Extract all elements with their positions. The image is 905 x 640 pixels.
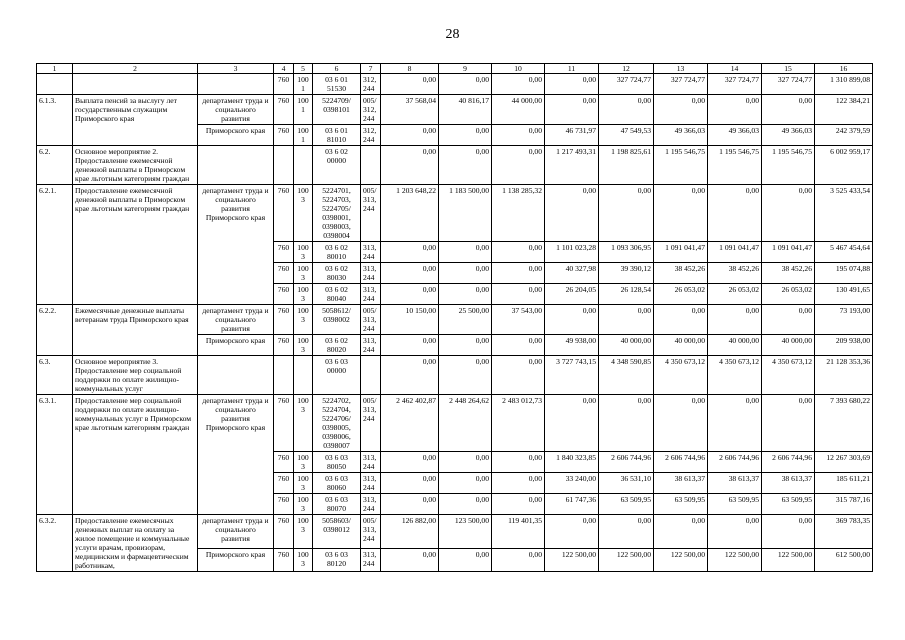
target-code: 5224701, 5224703, 5224705/ 0398001, 0398003, 0398004 [313,185,361,242]
value-cell: 0,00 [599,395,654,452]
value-cell: 2 606 744,96 [654,452,708,473]
item-title: Основное мероприятие 3. Предоставление мер социальной поддержки по оплате жилищно-коммунальных услуг [73,356,198,395]
column-number: 10 [492,64,545,74]
expense-type: 312, 244 [361,125,381,146]
value-cell: 1 217 493,31 [545,146,599,185]
item-title: Предоставление мер социальной поддержки по оплате жилищно-коммунальных услуг в Приморском крае льготным категориям граждан [73,395,198,515]
column-number: 11 [545,64,599,74]
column-number: 1 [37,64,73,74]
value-cell: 38 452,26 [654,263,708,284]
column-number: 15 [762,64,815,74]
value-cell: 1 101 023,28 [545,242,599,263]
value-cell: 2 462 402,87 [381,395,439,452]
table-row [37,74,873,95]
section-code: 1003 [294,494,313,515]
table-row [37,305,873,335]
value-cell: 1 840 323,85 [545,452,599,473]
value-cell: 33 240,00 [545,473,599,494]
value-cell: 0,00 [708,515,762,549]
value-cell: 0,00 [381,335,439,356]
target-code: 03 6 02 80040 [313,284,361,305]
value-cell: 0,00 [599,515,654,549]
item-number: 6.2.2. [37,305,73,356]
expense-type: 005/ 313, 244 [361,305,381,335]
value-cell: 0,00 [381,146,439,185]
executor-cell [198,356,274,395]
expense-type: 313, 244 [361,452,381,473]
table-row [37,356,873,395]
table-row [37,395,873,452]
value-cell: 0,00 [599,305,654,335]
value-cell: 10 150,00 [381,305,439,335]
value-cell: 37 568,04 [381,95,439,125]
value-cell: 6 002 959,17 [815,146,873,185]
value-cell: 0,00 [439,473,492,494]
section-code: 1003 [294,242,313,263]
value-cell: 119 401,35 [492,515,545,549]
executor-cell [198,74,274,95]
table-row [37,515,873,549]
value-cell: 40 327,98 [545,263,599,284]
item-number: 6.3.2. [37,515,73,572]
executor-cell: департамент труда и социального развития Приморского края [198,185,274,305]
target-code: 03 6 03 00000 [313,356,361,395]
value-cell: 0,00 [599,95,654,125]
expense-type: 005/ 313, 244 [361,185,381,242]
value-cell: 0,00 [439,146,492,185]
value-cell: 2 448 264,62 [439,395,492,452]
header-row [37,64,873,74]
section-code: 1003 [294,185,313,242]
executor-cell: департамент труда и социального развития Приморского края [198,395,274,515]
value-cell: 3 525 433,54 [815,185,873,242]
value-cell: 63 509,95 [599,494,654,515]
column-number: 6 [313,64,361,74]
value-cell: 49 366,03 [762,125,815,146]
grbs-code: 760 [274,95,294,125]
value-cell: 7 393 680,22 [815,395,873,452]
value-cell: 369 783,35 [815,515,873,549]
value-cell: 0,00 [492,548,545,571]
section-code: 1001 [294,74,313,95]
value-cell: 0,00 [545,185,599,242]
value-cell: 49 366,03 [654,125,708,146]
value-cell: 126 882,00 [381,515,439,549]
column-number: 3 [198,64,274,74]
executor-cell [198,146,274,185]
value-cell: 0,00 [762,395,815,452]
value-cell: 40 000,00 [654,335,708,356]
grbs-code: 760 [274,125,294,146]
page-number: 28 [445,27,460,42]
value-cell: 46 731,97 [545,125,599,146]
expense-type: 313, 244 [361,548,381,571]
value-cell: 0,00 [439,548,492,571]
expense-type: 313, 244 [361,494,381,515]
value-cell: 0,00 [492,74,545,95]
value-cell: 40 000,00 [708,335,762,356]
value-cell: 1 195 546,75 [654,146,708,185]
value-cell: 0,00 [708,305,762,335]
column-number: 4 [274,64,294,74]
value-cell: 12 267 303,69 [815,452,873,473]
value-cell: 0,00 [439,452,492,473]
column-number: 5 [294,64,313,74]
grbs-code: 760 [274,494,294,515]
value-cell: 2 483 012,73 [492,395,545,452]
grbs-code: 760 [274,548,294,571]
value-cell: 122 500,00 [708,548,762,571]
expense-type: 313, 244 [361,473,381,494]
value-cell: 0,00 [439,335,492,356]
value-cell: 0,00 [492,242,545,263]
section-code [294,356,313,395]
value-cell: 0,00 [492,473,545,494]
value-cell: 21 128 353,36 [815,356,873,395]
column-number: 12 [599,64,654,74]
section-code: 1003 [294,395,313,452]
column-number: 13 [654,64,708,74]
value-cell: 26 053,02 [708,284,762,305]
item-title: Выплата пенсий за выслугу лет государственным служащим Приморского края [73,95,198,146]
value-cell: 38 613,37 [708,473,762,494]
target-code: 03 6 01 81010 [313,125,361,146]
value-cell: 122 500,00 [545,548,599,571]
value-cell: 1 198 825,61 [599,146,654,185]
value-cell: 185 611,21 [815,473,873,494]
value-cell: 63 509,95 [654,494,708,515]
expense-type: 312, 244 [361,74,381,95]
value-cell: 2 606 744,96 [599,452,654,473]
value-cell: 0,00 [381,263,439,284]
grbs-code: 760 [274,473,294,494]
value-cell: 0,00 [381,473,439,494]
executor-cell: департамент труда и социального развития [198,515,274,549]
value-cell: 1 093 306,95 [599,242,654,263]
value-cell: 0,00 [708,395,762,452]
value-cell: 38 613,37 [654,473,708,494]
value-cell: 26 053,02 [762,284,815,305]
expense-type [361,146,381,185]
grbs-code: 760 [274,335,294,356]
target-code: 03 6 02 80030 [313,263,361,284]
value-cell: 2 606 744,96 [762,452,815,473]
value-cell: 1 183 500,00 [439,185,492,242]
value-cell: 5 467 454,64 [815,242,873,263]
value-cell: 0,00 [381,548,439,571]
value-cell: 4 350 673,12 [708,356,762,395]
value-cell: 38 613,37 [762,473,815,494]
item-number [37,74,73,95]
value-cell: 612 500,00 [815,548,873,571]
target-code: 03 6 02 80020 [313,335,361,356]
grbs-code: 760 [274,515,294,549]
value-cell: 63 509,95 [762,494,815,515]
value-cell: 1 203 648,22 [381,185,439,242]
value-cell: 122 500,00 [762,548,815,571]
value-cell: 123 500,00 [439,515,492,549]
value-cell: 0,00 [708,185,762,242]
value-cell: 0,00 [545,305,599,335]
target-code: 03 6 01 51530 [313,74,361,95]
item-title: Ежемесячные денежные выплаты ветеранам труда Приморского края [73,305,198,356]
value-cell: 47 549,53 [599,125,654,146]
value-cell: 4 350 673,12 [762,356,815,395]
value-cell: 38 452,26 [708,263,762,284]
value-cell: 0,00 [654,95,708,125]
expense-type: 005/ 312, 244 [361,95,381,125]
executor-cell: департамент труда и социального развития [198,305,274,335]
value-cell: 4 348 590,85 [599,356,654,395]
value-cell: 73 193,00 [815,305,873,335]
grbs-code: 760 [274,452,294,473]
value-cell: 1 195 546,75 [762,146,815,185]
value-cell: 0,00 [545,74,599,95]
value-cell: 25 500,00 [439,305,492,335]
value-cell: 242 379,59 [815,125,873,146]
section-code: 1003 [294,305,313,335]
item-number: 6.3.1. [37,395,73,515]
item-title: Основное мероприятие 2. Предоставление ежемесячной денежной выплаты в Приморском крае льготным категориям граждан [73,146,198,185]
value-cell: 0,00 [654,185,708,242]
expense-type: 005/ 313, 244 [361,515,381,549]
target-code: 03 6 03 80070 [313,494,361,515]
section-code: 1003 [294,263,313,284]
section-code: 1003 [294,452,313,473]
column-number: 7 [361,64,381,74]
value-cell: 61 747,36 [545,494,599,515]
target-code: 03 6 03 80050 [313,452,361,473]
value-cell: 0,00 [762,185,815,242]
item-number: 6.2.1. [37,185,73,305]
value-cell: 3 727 743,15 [545,356,599,395]
target-code: 5224709/ 0398101 [313,95,361,125]
executor-cell: Приморского края [198,548,274,571]
value-cell: 327 724,77 [654,74,708,95]
table-body [37,64,873,572]
value-cell: 0,00 [492,284,545,305]
expense-type: 313, 244 [361,335,381,356]
expense-type: 313, 244 [361,263,381,284]
value-cell: 0,00 [492,452,545,473]
target-code: 03 6 03 80060 [313,473,361,494]
value-cell: 0,00 [654,515,708,549]
value-cell: 26 204,05 [545,284,599,305]
budget-table [36,63,873,572]
table-row [37,95,873,125]
table-row [37,146,873,185]
grbs-code: 760 [274,74,294,95]
expense-type: 005/ 313, 244 [361,395,381,452]
value-cell: 0,00 [545,395,599,452]
value-cell: 0,00 [492,356,545,395]
expense-type [361,356,381,395]
value-cell: 0,00 [654,395,708,452]
target-code: 5058612/ 0398002 [313,305,361,335]
value-cell: 1 195 546,75 [708,146,762,185]
item-title: Предоставление ежемесячной денежной выплаты в Приморском крае льготным категориям граждан [73,185,198,305]
section-code: 1001 [294,95,313,125]
value-cell: 40 816,17 [439,95,492,125]
column-number: 2 [73,64,198,74]
grbs-code: 760 [274,395,294,452]
value-cell: 0,00 [439,356,492,395]
value-cell: 0,00 [439,242,492,263]
value-cell: 0,00 [381,494,439,515]
grbs-code [274,356,294,395]
value-cell: 0,00 [545,95,599,125]
value-cell: 37 543,00 [492,305,545,335]
executor-cell: департамент труда и социального развития [198,95,274,125]
value-cell: 0,00 [381,284,439,305]
section-code: 1003 [294,473,313,494]
value-cell: 0,00 [439,125,492,146]
value-cell: 209 938,00 [815,335,873,356]
value-cell: 0,00 [654,305,708,335]
expense-type: 313, 244 [361,284,381,305]
column-number: 16 [815,64,873,74]
value-cell: 0,00 [439,74,492,95]
executor-cell: Приморского края [198,125,274,146]
grbs-code: 760 [274,242,294,263]
value-cell: 2 606 744,96 [708,452,762,473]
value-cell: 0,00 [381,242,439,263]
value-cell: 0,00 [599,185,654,242]
value-cell: 38 452,26 [762,263,815,284]
value-cell: 40 000,00 [762,335,815,356]
grbs-code [274,146,294,185]
value-cell: 122 500,00 [599,548,654,571]
value-cell: 122 500,00 [654,548,708,571]
column-number: 8 [381,64,439,74]
target-code: 5058603/ 0398012 [313,515,361,549]
value-cell: 1 091 041,47 [708,242,762,263]
target-code: 03 6 02 00000 [313,146,361,185]
section-code: 1003 [294,548,313,571]
value-cell: 1 310 899,08 [815,74,873,95]
value-cell: 26 053,02 [654,284,708,305]
column-number: 9 [439,64,492,74]
section-code [294,146,313,185]
section-code: 1003 [294,335,313,356]
item-number: 6.2. [37,146,73,185]
value-cell: 4 350 673,12 [654,356,708,395]
value-cell: 1 091 041,47 [762,242,815,263]
section-code: 1001 [294,125,313,146]
section-code: 1003 [294,284,313,305]
value-cell: 0,00 [439,263,492,284]
expense-type: 313, 244 [361,242,381,263]
value-cell: 122 384,21 [815,95,873,125]
value-cell: 0,00 [492,263,545,284]
value-cell: 0,00 [439,494,492,515]
item-title: Предоставление ежемесячных денежных выплат на оплату за жилое помещение и коммунальные услуги врачам, провизорам, медицинским и фармацевтическим работникам, [73,515,198,572]
value-cell: 63 509,95 [708,494,762,515]
table-row [37,185,873,242]
value-cell: 44 000,00 [492,95,545,125]
executor-cell: Приморского края [198,335,274,356]
value-cell: 0,00 [762,95,815,125]
value-cell: 0,00 [381,74,439,95]
grbs-code: 760 [274,284,294,305]
value-cell: 0,00 [708,95,762,125]
item-number: 6.1.3. [37,95,73,146]
value-cell: 0,00 [492,335,545,356]
value-cell: 0,00 [492,125,545,146]
value-cell: 0,00 [492,494,545,515]
value-cell: 0,00 [492,146,545,185]
value-cell: 327 724,77 [599,74,654,95]
value-cell: 315 787,16 [815,494,873,515]
value-cell: 26 128,54 [599,284,654,305]
value-cell: 40 000,00 [599,335,654,356]
target-code: 03 6 02 80010 [313,242,361,263]
value-cell: 0,00 [762,515,815,549]
value-cell: 327 724,77 [762,74,815,95]
grbs-code: 760 [274,185,294,242]
value-cell: 36 531,10 [599,473,654,494]
value-cell: 49 938,00 [545,335,599,356]
value-cell: 0,00 [545,515,599,549]
value-cell: 0,00 [381,452,439,473]
value-cell: 49 366,03 [708,125,762,146]
item-number: 6.3. [37,356,73,395]
section-code: 1003 [294,515,313,549]
value-cell: 0,00 [381,356,439,395]
value-cell: 130 491,65 [815,284,873,305]
item-title [73,74,198,95]
target-code: 5224702, 5224704, 5224706/ 0398005, 0398006, 0398007 [313,395,361,452]
value-cell: 195 074,88 [815,263,873,284]
column-number: 14 [708,64,762,74]
value-cell: 1 138 285,32 [492,185,545,242]
target-code: 03 6 03 80120 [313,548,361,571]
value-cell: 327 724,77 [708,74,762,95]
value-cell: 1 091 041,47 [654,242,708,263]
grbs-code: 760 [274,305,294,335]
value-cell: 0,00 [762,305,815,335]
value-cell: 0,00 [439,284,492,305]
value-cell: 39 390,12 [599,263,654,284]
grbs-code: 760 [274,263,294,284]
value-cell: 0,00 [381,125,439,146]
